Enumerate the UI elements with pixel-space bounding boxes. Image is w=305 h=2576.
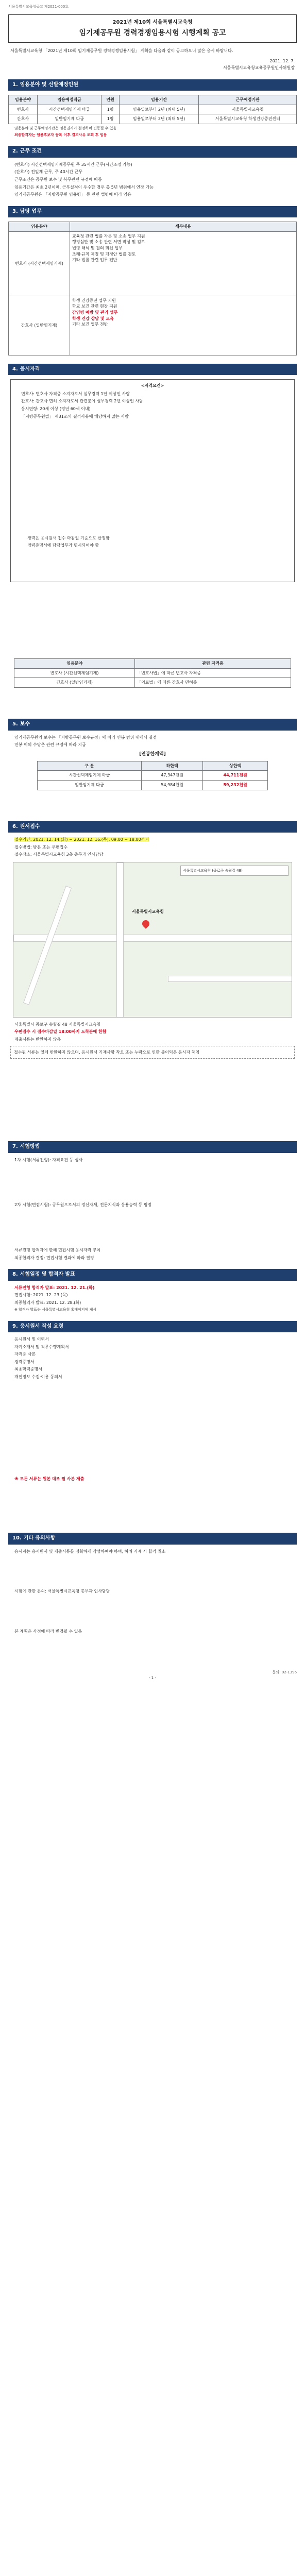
recruit-note: 최종합격자는 임용후보자 등록 이후 결격사유 조회 후 임용 [14, 133, 107, 138]
form-notice: ※ 모든 서류는 원본 대조 필 사본 제출 [14, 1476, 84, 1481]
list-item: 최종합격자 발표: 2021. 12. 28.(화) [14, 1300, 81, 1305]
list-item: 최종합격자 결정: 면접시험 결과에 따라 결정 [14, 1255, 94, 1260]
document-page [8, 0, 297, 1681]
list-item: 서류전형 합격자 발표: 2021. 12. 21.(화) [14, 1285, 95, 1290]
table-row: 간호사 (일반임기제) 「의료법」에 따른 간호사 면허증 [14, 678, 291, 688]
list-item: 우편접수 시 접수마감일 18:00까지 도착분에 한함 [14, 1029, 107, 1035]
list-item: 개인정보 수집·이용 동의서 [14, 1375, 62, 1379]
page-title: 임기제공무원 경력경쟁임용시험 시행계획 공고 [79, 28, 226, 37]
list-item: 자격증 사본 [14, 1352, 36, 1357]
intro-org: 서울특별시교육청교육공무원인사위원장 [223, 65, 295, 71]
application-notice: 접수된 서류는 일체 반환하지 않으며, 응시원서 기재사항 착오 또는 누락으로 인한 불이익은 응시자 책임 [10, 1046, 295, 1059]
list-item: 근무조건은 공무원 보수 및 복무관련 규정에 따름 [14, 177, 102, 182]
table-row: 변호사 시간선택제임기제 마급 1명 임용일로부터 2년 (최대 5년) 서울특별시교육청 [9, 105, 297, 114]
intro-date: 2021. 12. 7. [269, 58, 295, 63]
recruit-note: 임용분야 및 근무예정기관은 임용권자가 결정하며 변동될 수 있음 [14, 126, 117, 130]
document-number: 서울특별시교육청공고 제2021-000호 [8, 5, 69, 9]
list-item: 응시연령: 20세 이상 (정년 60세 이내) [21, 406, 91, 412]
address: 서울특별시 종로구 송월길 48 서울특별시교육청 [14, 1022, 101, 1027]
list-item: 본 계획은 사정에 따라 변경될 수 있음 [14, 1629, 82, 1634]
list-item: 서류전형 합격자에 한해 면접시험 응시자격 부여 [14, 1247, 101, 1252]
list-item: 「지방공무원법」 제31조의 결격사유에 해당하지 않는 사람 [21, 414, 129, 419]
section-header-3: 3. 담당 업무 [8, 206, 297, 218]
list-item: 응시원서 및 이력서 [14, 1337, 49, 1342]
list-item: 임기제공무원은 「지방공무원 임용령」 등 관련 법령에 따라 임용 [14, 192, 131, 197]
application-period: 접수기간: 2021. 12. 14.(화) ~ 2021. 12. 16.(목), 09:00 ~ 18:00까지 [14, 837, 149, 842]
recruit-table: 임용분야 임용예정직급 인원 임용기간 근무예정기관 변호사 시간선택제임기제 마급 1명 임용일로부터 2년 (최대 5년) 서울특별시교육청 간호사 일반임기제 다급 1명 임용일로부터 2년 (최대 5년) 서울특별시교육청 학생건강증진센터 [8, 95, 297, 124]
list-item: 경력증명서에 담당업무가 명시되어야 함 [27, 543, 99, 548]
license-table: 임용분야 관련 자격증 변호사 (시간선택제임기제) 「변호사법」에 따른 변호사 자격증 간호사 (일반임기제) 「의료법」에 따른 간호사 면허증 [14, 658, 291, 688]
section-header-8: 8. 시험일정 및 합격자 발표 [8, 1269, 297, 1281]
section-header-10: 10. 기타 유의사항 [8, 1533, 297, 1545]
location-map [13, 862, 292, 1018]
table-row: 간호사 일반임기제 다급 1명 임용일로부터 2년 (최대 5년) 서울특별시교육청 학생건강증진센터 [9, 114, 297, 124]
page-number: - 1 - [149, 1675, 156, 1680]
list-item: (변호사) 시간선택제임기제공무원 주 35시간 근무(시간조정 가능) [14, 162, 132, 167]
location-marker-icon [141, 919, 151, 929]
map-note: 서울특별시교육청 (종로구 송월길 48) [180, 866, 289, 876]
list-item: 2차 시험(면접시험): 공무원으로서의 정신자세, 전문지식과 응용능력 등 평정 [14, 1202, 152, 1208]
table-row: 간호사 (일반임기제) 학생 건강증진 업무 지원 학교 보건 관련 현장 지원 감염병 예방 및 관리 업무 학생 건강 상담 및 교육 기타 보건 업무 전반 [9, 296, 297, 355]
table-row: 일반임기제 다급 54,984천원 59,232천원 [38, 780, 268, 790]
schedule-notice: ※ 합격자 발표는 서울특별시교육청 홈페이지에 게시 [14, 1308, 96, 1312]
section-header-7: 7. 시험방법 [8, 1141, 297, 1153]
title-box [8, 14, 297, 43]
section-header-6: 6. 원서접수 [8, 821, 297, 833]
application-place: 접수장소: 서울특별시교육청 3층 총무과 인사담당 [14, 852, 104, 857]
list-item: 응시자는 응시원서 및 제출서류를 정확하게 작성하여야 하며, 허위 기재 시 합격 취소 [14, 1549, 166, 1554]
list-item: 임기제공무원의 보수는 「지방공무원 보수규정」에 따라 연봉 범위 내에서 결정 [14, 735, 157, 740]
map-label: 서울특별시교육청 [132, 909, 164, 914]
list-item: 최종학력증명서 [14, 1367, 43, 1372]
list-item: 임용기간은 최초 2년이며, 근무실적이 우수한 경우 총 5년 범위에서 연장 가능 [14, 184, 154, 190]
table-row: 변호사 (시간선택제임기제) 교육청 관련 법률 자문 및 소송 업무 지원 행정심판 및 소송 관련 서면 작성 및 검토 법령 해석 및 질의 회신 업무 조례·규칙 제정 및 개정안 법률 검토 기타 법률 관련 업무 전반 [9, 231, 297, 296]
pay-table: 구 분 하한액 상한액 시간선택제임기제 마급 47,347천원 44,711천원 일반임기제 다급 54,984천원 59,232천원 [37, 761, 268, 790]
section-header-5: 5. 보수 [8, 719, 297, 731]
list-item: 연봉 이외 수당은 관련 규정에 따라 지급 [14, 742, 86, 748]
duty-table: 임용분야 세부내용 변호사 (시간선택제임기제) 교육청 관련 법률 자문 및 소송 업무 지원 행정심판 및 소송 관련 서면 작성 및 검토 법령 해석 및 질의 회신 업무 조례·규칙 제정 및 개정안 법률 검토 기타 법률 관련 업무 전반 간호사 (일반임기제) 학생 건강증진 업무 지원 학교 보건 관련 현장 지원 감염병 예방 및 관리 업무 학생 건강 상담 및 교육 기타 보건 업무 전반 [8, 222, 297, 355]
section-header-9: 9. 응시원서 작성 요령 [8, 1321, 297, 1333]
list-item: 1차 시험(서류전형): 자격요건 등 심사 [14, 1157, 83, 1162]
list-item: 시험에 관한 문의: 서울특별시교육청 총무과 인사담당 [14, 1589, 110, 1594]
list-item: 제출서류는 반환하지 않음 [14, 1037, 61, 1042]
section-header-1: 1. 임용분야 및 선발예정인원 [8, 79, 297, 91]
table-row: 변호사 (시간선택제임기제) 「변호사법」에 따른 변호사 자격증 [14, 668, 291, 678]
table-row: 시간선택제임기제 마급 47,347천원 44,711천원 [38, 771, 268, 781]
list-item: 면접시험: 2021. 12. 23.(목) [14, 1293, 68, 1298]
contact: 문의: 02-1396 [272, 1670, 297, 1675]
qualification-box: <자격요건> 변호사: 변호사 자격증 소지자로서 실무경력 1년 이상인 사람 간호사: 간호사 면허 소지자로서 관련분야 실무경력 2년 이상인 사람 응시연령: 20세 이상 (정년 60세 이내) 「지방공무원법」 제31조의 결격사유에 해당하지 않는 사람 경력은 응시원서 접수 마감일 기준으로 산정함 경력증명서에 담당업무가 명시되어야 함 [10, 379, 295, 582]
list-item: 자기소개서 및 직무수행계획서 [14, 1344, 69, 1349]
intro-text: 서울특별시교육청 「2021년 제10회 임기제공무원 경력경쟁임용시험」 계획을 다음과 같이 공고하오니 많은 응시 바랍니다. [10, 48, 233, 53]
subtitle: 2021년 제10회 서울특별시교육청 [112, 20, 193, 26]
list-item: 경력증명서 [14, 1359, 35, 1364]
list-item: 변호사: 변호사 자격증 소지자로서 실무경력 1년 이상인 사람 [21, 391, 130, 396]
list-item: 간호사: 간호사 면허 소지자로서 관련분야 실무경력 2년 이상인 사람 [21, 399, 143, 404]
list-item: (간호사) 전일제 근무, 주 40시간 근무 [14, 170, 83, 175]
section-header-2: 2. 근무 조건 [8, 146, 297, 158]
pay-table-title: [연봉한계액] [139, 751, 166, 757]
application-method: 접수방법: 방문 또는 우편접수 [14, 844, 68, 850]
section-header-4: 4. 응시자격 [8, 364, 297, 376]
list-item: 경력은 응시원서 접수 마감일 기준으로 산정함 [27, 536, 110, 541]
